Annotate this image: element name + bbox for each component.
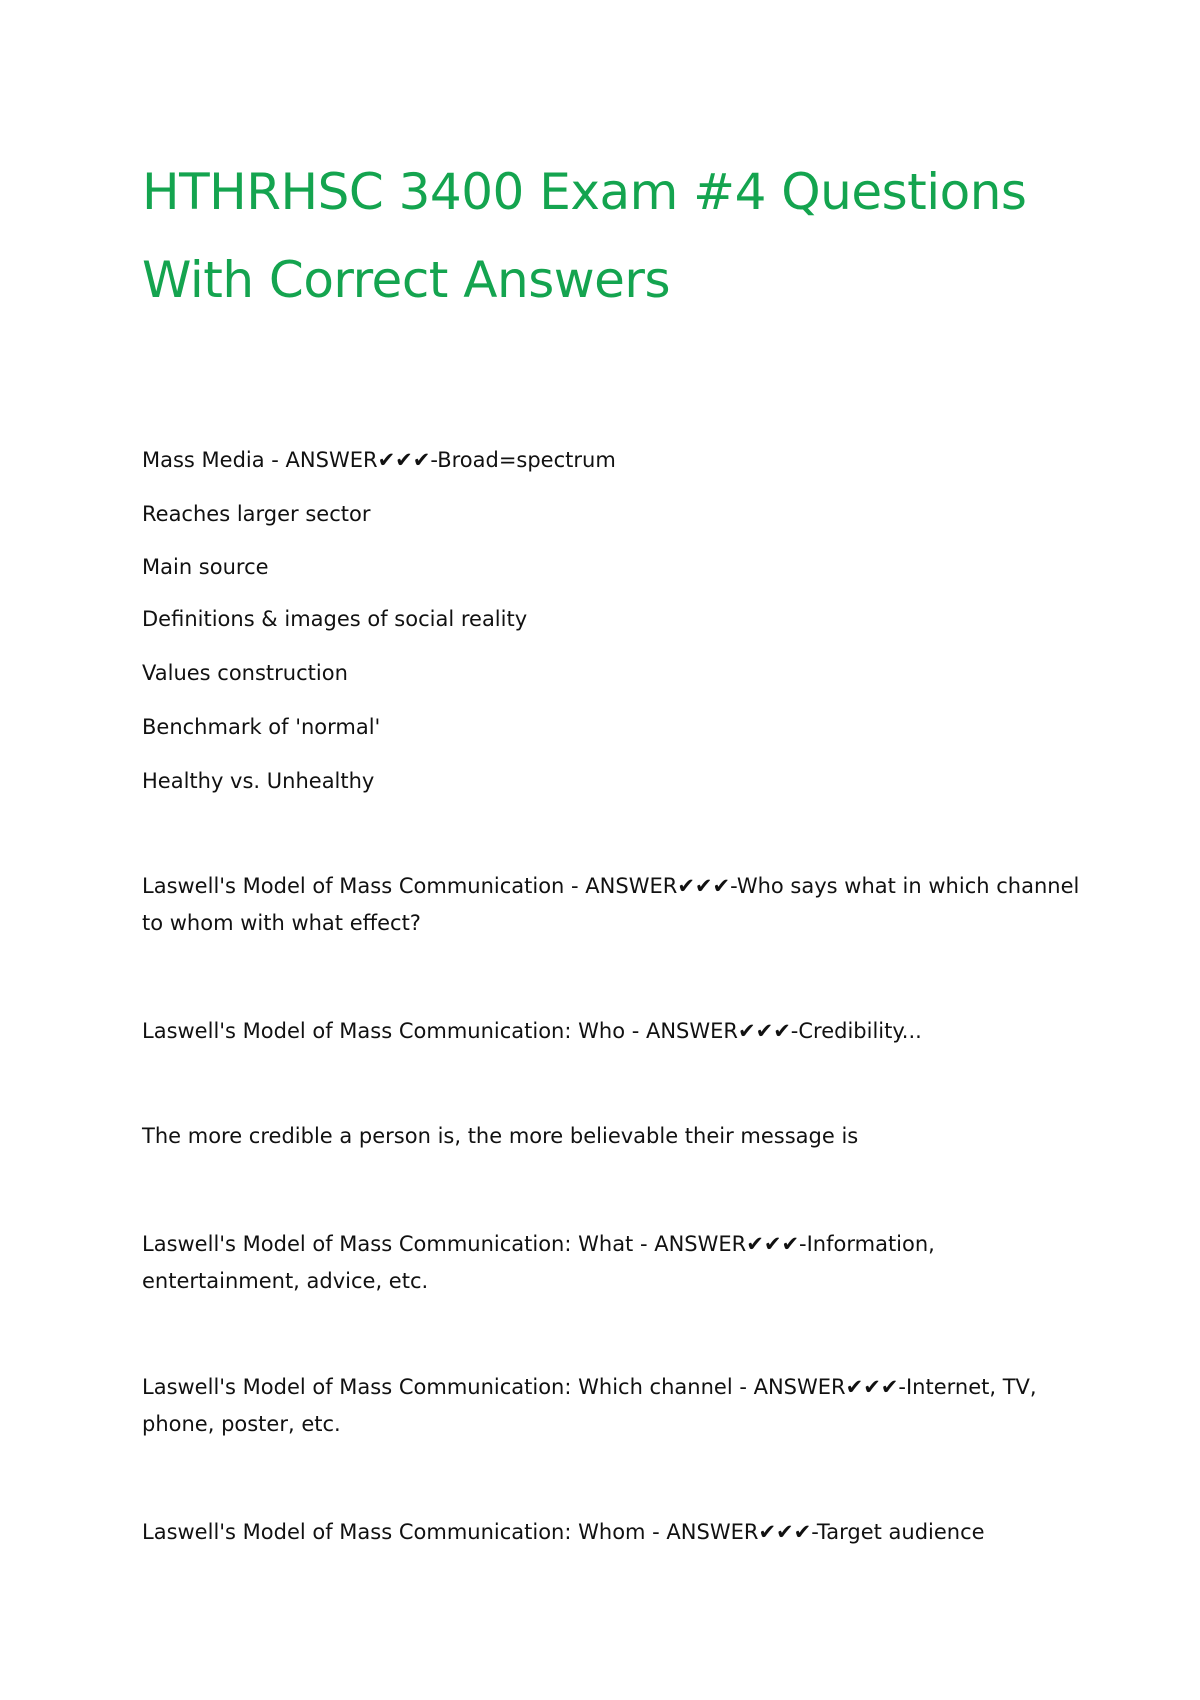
document-title: HTHRHSC 3400 Exam #4 Questions With Correct Answers [142, 163, 1027, 309]
laswell-who-entry: Laswell's Model of Mass Communication: Who - ANSWER✔✔✔-Credibility... [142, 1019, 922, 1043]
laswell-model-entry: Laswell's Model of Mass Communication - ANSWER✔✔✔-Who says what in which channel to whom with what effect? [142, 874, 1080, 935]
mass-media-item: Definitions & images of social reality [142, 607, 528, 631]
mass-media-item: Benchmark of 'normal' [142, 715, 381, 739]
laswell-whom-entry: Laswell's Model of Mass Communication: Whom - ANSWER✔✔✔-Target audience [142, 1520, 985, 1544]
laswell-channel-entry: Laswell's Model of Mass Communication: Which channel - ANSWER✔✔✔-Internet, TV, phone, poster, etc. [142, 1375, 1037, 1436]
mass-media-item: Main source [142, 555, 269, 579]
laswell-what-entry: Laswell's Model of Mass Communication: What - ANSWER✔✔✔-Information, entertainment, advice, etc. [142, 1232, 935, 1293]
mass-media-heading: Mass Media - ANSWER✔✔✔-Broad=spectrum [142, 448, 616, 472]
mass-media-item: Values construction [142, 661, 348, 685]
mass-media-item: Reaches larger sector [142, 502, 371, 526]
credibility-note: The more credible a person is, the more believable their message is [142, 1124, 859, 1148]
mass-media-item: Healthy vs. Unhealthy [142, 769, 375, 793]
